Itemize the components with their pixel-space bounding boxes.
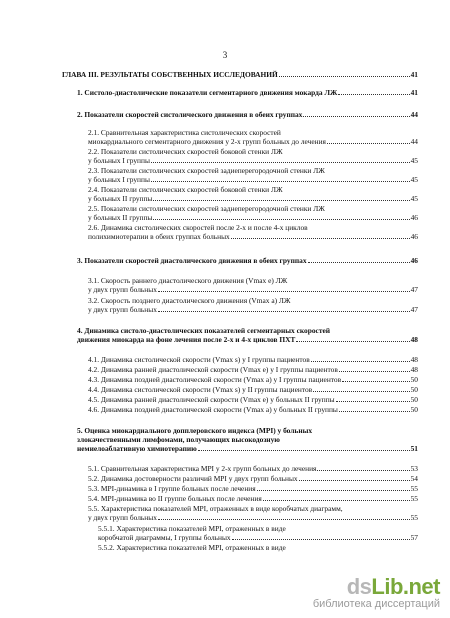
toc-subsection: [88, 355, 418, 364]
toc-subsection-title: 5.2. Динамика достоверности различий MPI у двух групп больных: [88, 474, 298, 483]
toc-leader: [158, 519, 410, 520]
toc-page: 55: [410, 494, 418, 503]
toc-chapter-title: ГЛАВА III. РЕЗУЛЬТАТЫ СОБСТВЕННЫХ ИССЛЕДОВАНИЙ: [62, 70, 278, 79]
toc-leader: [257, 490, 410, 491]
toc-leader: [153, 219, 409, 220]
toc-page: 51: [410, 444, 418, 453]
toc-page: 46: [410, 232, 418, 241]
toc-section-2: [77, 110, 418, 119]
toc-leader: [232, 539, 410, 540]
toc-subsection: [88, 484, 418, 493]
toc-subsection: [88, 232, 418, 241]
toc-page: 46: [410, 213, 418, 222]
toc-leader: [327, 143, 410, 144]
toc-subsection-title: 4.5. Динамика ранней диастолической скорости (Vmax e) у больных II группы: [88, 395, 335, 404]
toc-leader: [311, 361, 410, 362]
toc-leader: [151, 162, 410, 163]
toc-leader: [198, 450, 410, 451]
toc-leader: [338, 94, 409, 95]
toc-page: 55: [410, 484, 418, 493]
toc-leader: [317, 470, 409, 471]
toc-subsection: [88, 305, 418, 314]
toc-subsection-line: 2.4. Показатели систолических скоростей боковой стенки ЛЖ: [88, 185, 283, 194]
toc-subsection-title: 4.3. Динамика поздней диастолической скорости (Vmax a) у I группы пациентов: [88, 375, 342, 384]
toc-subsection: [88, 474, 418, 483]
toc-page: 41: [410, 88, 418, 97]
toc-subsection: [88, 156, 418, 165]
toc-section-title: движения миокарда на фоне лечения после 2-х и 4-х циклов ПХТ: [77, 335, 296, 344]
toc-subsection-title: 5.4. MPI-динамика во II группе больных после лечения: [88, 494, 262, 503]
toc-subsection-line: 3.1. Скорость раннего диастолического движения (Vmax e) ЛЖ: [88, 276, 288, 285]
toc-section-title: 1. Систоло-диастолические показатели сегментарного движения мокарда ЛЖ: [77, 88, 338, 97]
toc-subsection-title: 5.1. Сравнительная характеристика MPI у 2-х групп больных до лечения: [88, 464, 317, 473]
toc-subsubsection-line: 5.5.1. Характеристика показателей MPI, отраженных в виде: [98, 524, 286, 533]
toc-page: 57: [410, 533, 418, 542]
toc-subsection: [88, 395, 418, 404]
watermark-subtitle: библиотека диссертаций: [312, 598, 440, 610]
toc-leader: [158, 291, 410, 292]
toc-subsection-title: у больных II группы: [88, 213, 153, 222]
toc-subsection-title: полихимиотерапии в обеих группах больных: [88, 232, 230, 241]
toc-subsection-title: у двух групп больных: [88, 513, 157, 522]
toc-leader: [342, 381, 410, 382]
toc-subsection: [88, 285, 418, 294]
toc-subsection-title: 4.6. Динамика поздней диастолической скорости (Vmax a) у больных II группы: [88, 405, 338, 414]
toc-subsection: [88, 405, 418, 414]
toc-subsection: [88, 194, 418, 203]
toc-leader: [339, 411, 410, 412]
toc-subsection: [88, 494, 418, 503]
toc-page: 45: [410, 156, 418, 165]
toc-subsection-line: 3.2. Скорость позднего диастолического движения (Vmax a) ЛЖ: [88, 296, 291, 305]
toc-leader: [158, 311, 410, 312]
toc-leader: [339, 371, 410, 372]
page-number: 3: [222, 50, 228, 60]
toc-subsection: [88, 464, 418, 473]
toc-page: 45: [410, 175, 418, 184]
toc-subsection-title: 4.4. Динамика систолической скорости (Vmax s) у II группы пациентов: [88, 385, 313, 394]
toc-subsection-title: у больных II группы: [88, 194, 153, 203]
toc-subsection-line: 2.1. Сравнительная характеристика систолических скоростей: [88, 128, 281, 137]
toc-section-1: [77, 88, 418, 97]
toc-subsection-title: 4.1. Динамика систолической скорости (Vmax s) у I группы пациентов: [88, 355, 310, 364]
watermark: [313, 574, 440, 610]
toc-subsubsection-title: коробчатой диаграммы, I группы больных: [98, 533, 231, 542]
logo-main: Lib.net: [371, 574, 440, 599]
toc-leader: [153, 200, 409, 201]
toc-subsubsection: [98, 533, 418, 542]
toc-chapter-entry: [62, 70, 418, 79]
toc-subsection: [88, 175, 418, 184]
toc-page: 45: [410, 194, 418, 203]
toc-leader: [299, 480, 410, 481]
toc-leader: [313, 391, 409, 392]
dslib-logo: [313, 574, 440, 600]
toc-page: 46: [410, 256, 418, 265]
toc-subsection-title: у больных I группы: [88, 156, 150, 165]
toc-subsection-line: 2.5. Показатели систолических скоростей заднеперегородочной стенки ЛЖ: [88, 204, 325, 213]
toc-section-5-line: злокачественными лимфомами, получающих высокодозную: [77, 435, 280, 444]
toc-page: 48: [410, 335, 418, 344]
toc-subsection-line: 2.6. Динамика систолических скоростей после 2-х и после 4-х циклов: [88, 223, 308, 232]
toc-page: 50: [410, 405, 418, 414]
toc-subsection: [88, 513, 418, 522]
toc-page: 50: [410, 375, 418, 384]
toc-subsection: [88, 137, 418, 146]
toc-section-5: [77, 444, 418, 453]
toc-section-title: 3. Показатели скоростей диастолического движения в обеих группах: [77, 256, 307, 265]
toc-section-5-line: 5. Оценка миокардиального допплеровского индекса (MPI) у больных: [77, 426, 313, 435]
toc-subsection-title: 5.3. MPI-динамика в I группе больных после лечения: [88, 484, 256, 493]
toc-leader: [279, 76, 410, 77]
toc-page: 53: [410, 464, 418, 473]
toc-subsection-line: 5.5. Характеристика показателей MPI, отраженных в виде коробчатых диаграмм,: [88, 504, 343, 513]
toc-leader: [231, 238, 410, 239]
toc-section-3: [77, 256, 418, 265]
toc-subsection-title: 4.2. Динамика ранней диастолической скорости (Vmax e) у I группы пациентов: [88, 365, 338, 374]
toc-page: 47: [410, 285, 418, 294]
toc-subsection: [88, 365, 418, 374]
toc-leader: [303, 116, 409, 117]
toc-section-title: 2. Показатели скоростей систолического движения в обеих группах: [77, 110, 303, 119]
toc-page: 50: [410, 395, 418, 404]
toc-page: 50: [410, 385, 418, 394]
toc-leader: [336, 401, 410, 402]
toc-page: 48: [410, 365, 418, 374]
toc-page: 55: [410, 513, 418, 522]
toc-page: 47: [410, 305, 418, 314]
toc-subsection-line: 2.2. Показатели систолических скоростей боковой стенки ЛЖ: [88, 147, 283, 156]
toc-page: 54: [410, 474, 418, 483]
logo-prefix: ds: [346, 574, 372, 599]
toc-subsection: [88, 385, 418, 394]
toc-subsection: [88, 213, 418, 222]
toc-subsection-title: у больных I группы: [88, 175, 150, 184]
toc-page: 48: [410, 355, 418, 364]
toc-subsection-line: 2.3. Показатели систолических скоростей задиеперегородочной стенки ЛЖ: [88, 166, 325, 175]
toc-leader: [151, 181, 410, 182]
toc-section-4-line: 4. Динамика систоло-диастолических показателей сегментарных скоростей: [77, 326, 330, 335]
toc-subsection-title: у двух групп больных: [88, 305, 157, 314]
toc-leader: [308, 262, 410, 263]
toc-section-4: [77, 335, 418, 344]
toc-subsubsection-line: 5.5.2. Характеристика показателей MPI, отраженных в виде: [98, 543, 286, 552]
toc-subsection-title: миокардиального сегментарного движения у 2-х групп больных до лечения: [88, 137, 326, 146]
toc-leader: [296, 341, 409, 342]
toc-subsection: [88, 375, 418, 384]
toc-page: 44: [410, 137, 418, 146]
toc-page: 44: [410, 110, 418, 119]
toc-page: 41: [410, 70, 418, 79]
toc-section-title: немиелоаблативную химиотерапию: [77, 444, 197, 453]
toc-subsection-title: у двух групп больных: [88, 285, 157, 294]
toc-leader: [263, 500, 410, 501]
